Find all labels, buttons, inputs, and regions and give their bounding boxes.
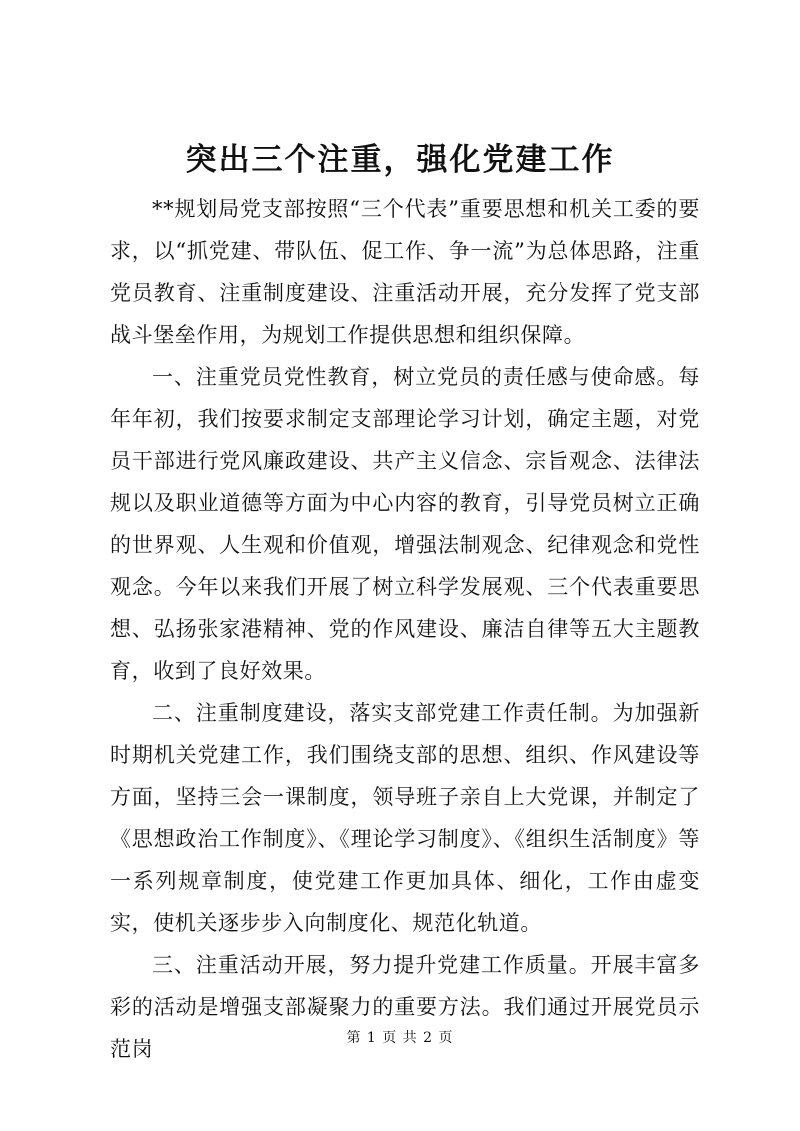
- document-title: 突出三个注重，强化党建工作: [185, 142, 615, 178]
- page-number-footer: 第 1 页 共 2 页: [346, 1030, 454, 1046]
- paragraph-section-3: 三、注重活动开展，努力提升党建工作质量。开展丰富多彩的活动是增强支部凝聚力的重要方法。我们通过开展党员示范岗: [110, 953, 700, 1061]
- paragraph-intro: **规划局党支部按照“三个代表”重要思想和机关工委的要求，以“抓党建、带队伍、促工作、争一流”为总体思路，注重党员教育、注重制度建设、注重活动开展，充分发挥了党支部战斗堡垒作用，为规划工作提供思想和组织保障。: [110, 197, 700, 347]
- document-body: [110, 188, 700, 1070]
- paragraph-section-2: 二、注重制度建设，落实支部党建工作责任制。为加强新时期机关党建工作，我们围绕支部的思想、组织、作风建设等方面，坚持三会一课制度，领导班子亲自上大党课，并制定了《思想政治工作制度》、《理论学习制度》、《组织生活制度》等一系列规章制度，使党建工作更加具体、细化，工作由虚变实，使机关逐步步入向制度化、规范化轨道。: [110, 701, 700, 935]
- paragraph-section-1: 一、注重党员党性教育，树立党员的责任感与使命感。每年年初，我们按要求制定支部理论学习计划，确定主题，对党员干部进行党风廉政建设、共产主义信念、宗旨观念、法律法规以及职业道德等方面为中心内容的教育，引导党员树立正确的世界观、人生观和价值观，增强法制观念、纪律观念和党性观念。今年以来我们开展了树立科学发展观、三个代表重要思想、弘扬张家港精神、党的作风建设、廉洁自律等五大主题教育，收到了良好效果。: [110, 365, 700, 683]
